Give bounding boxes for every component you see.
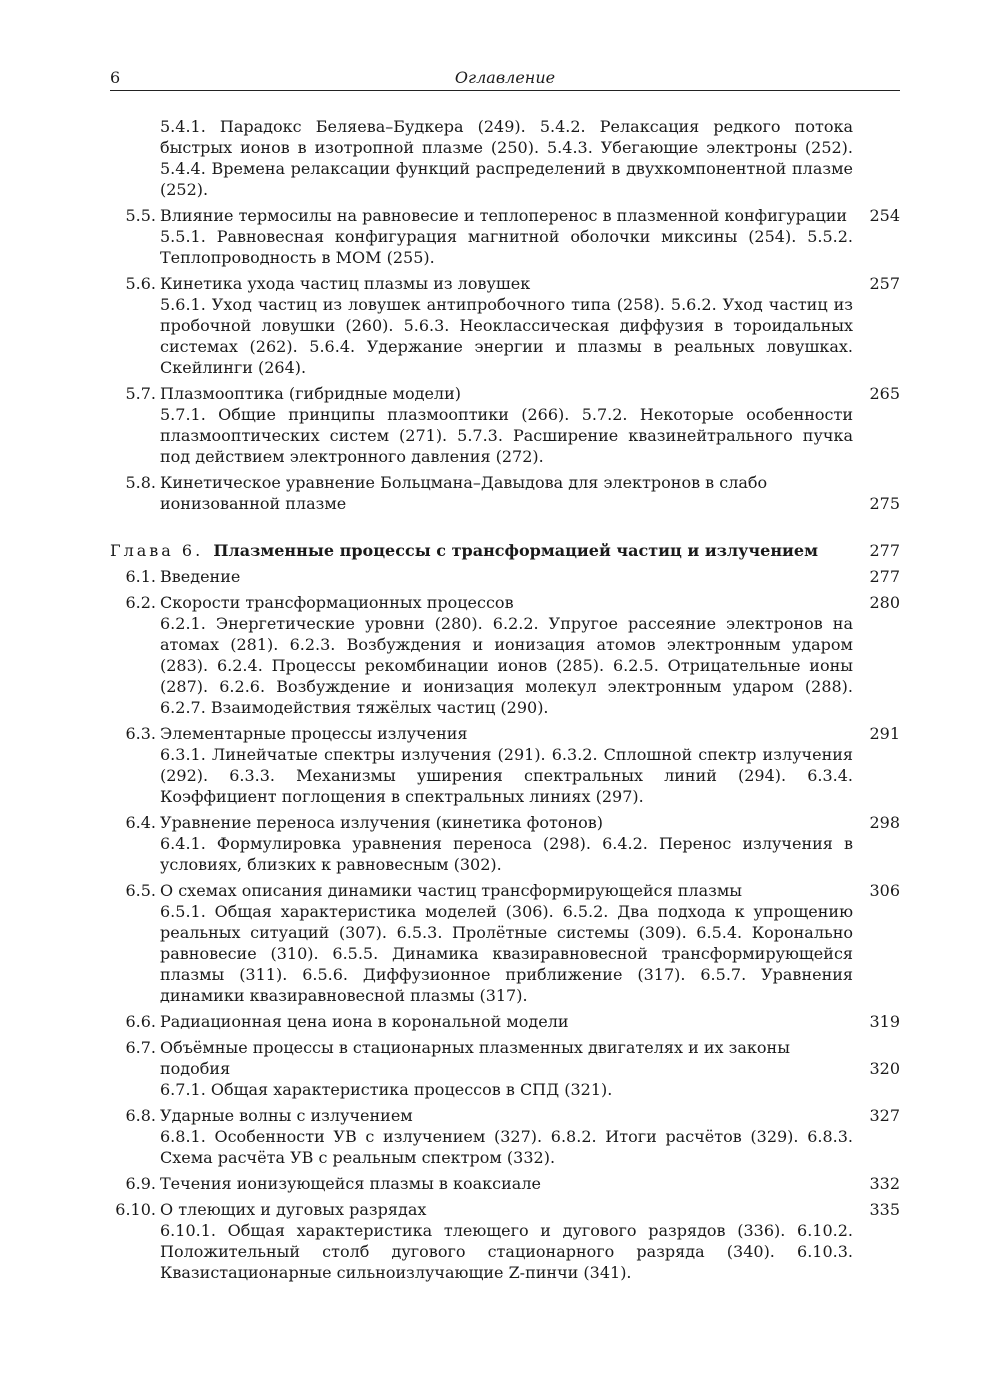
toc-entry[interactable] <box>110 1011 900 1032</box>
section-title: Кинетика ухода частиц плазмы из ловушек <box>160 274 531 293</box>
chapter-6-sections <box>110 566 900 1283</box>
section-title: Введение <box>160 567 241 586</box>
section-number: 5.5. <box>125 206 156 225</box>
section-page: 275 <box>869 494 900 513</box>
toc-entry[interactable] <box>110 723 900 807</box>
chapter-title: Плазменные процессы с трансформацией частиц и излучением <box>213 541 818 560</box>
section-title: Элементарные процессы излучения <box>160 724 468 743</box>
continuation-subsections: 5.4.1. Парадокс Беляева–Будкера (249). 5.4.2. Релаксация редкого потока быстрых ионов в изотропной плазме (250). 5.4.3. Убегающие электроны (252). 5.4.4. Времена релаксации функций распределений в двухкомпонентной плазме (252). <box>160 117 853 199</box>
page-number: 6 <box>110 68 121 87</box>
subsection-list: 5.5.1. Равновесная конфигурация магнитной оболочки миксины (254). 5.5.2. Теплопроводность в МОМ (255). <box>160 227 853 267</box>
section-title: Радиационная цена иона в корональной модели <box>160 1012 569 1031</box>
toc-entry[interactable] <box>110 1037 900 1100</box>
toc-entry[interactable] <box>110 592 900 718</box>
subsection-list: 6.4.1. Формулировка уравнения переноса (298). 6.4.2. Перенос излучения в условиях, близких к равновесным (302). <box>160 834 853 874</box>
section-page: 277 <box>869 567 900 586</box>
subsection-list: 6.7.1. Общая характеристика процессов в СПД (321). <box>160 1080 613 1099</box>
section-title: Уравнение переноса излучения (кинетика фотонов) <box>160 813 603 832</box>
section-line <box>110 880 900 901</box>
toc-entry[interactable] <box>110 205 900 268</box>
section-page: 254 <box>869 206 900 225</box>
section-line <box>110 273 900 294</box>
section-title: Ударные волны с излучением <box>160 1106 413 1125</box>
section-title: Скорости трансформационных процессов <box>160 593 514 612</box>
subsection-list: 6.8.1. Особенности УВ с излучением (327). 6.8.2. Итоги расчётов (329). 6.8.3. Схема расчёта УВ с реальным спектром (332). <box>160 1127 853 1167</box>
section-number: 6.9. <box>125 1174 156 1193</box>
chapter-label: Глава 6. <box>110 541 204 560</box>
section-page: 335 <box>869 1200 900 1219</box>
section-page: 280 <box>869 593 900 612</box>
section-line <box>110 205 900 226</box>
section-number: 6.8. <box>125 1106 156 1125</box>
section-page: 265 <box>869 384 900 403</box>
section-number: 6.10. <box>115 1200 156 1219</box>
section-title: О тлеющих и дуговых разрядах <box>160 1200 427 1219</box>
section-title: Кинетическое уравнение Больцмана–Давыдова для электронов в слабо ионизованной плазме <box>160 473 768 513</box>
section-line <box>110 1037 900 1079</box>
section-title: Влияние термосилы на равновесие и теплоперенос в плазменной конфигурации <box>160 206 848 225</box>
section-line <box>110 723 900 744</box>
chapter-5-sections <box>110 205 900 514</box>
running-header <box>110 68 900 91</box>
toc-entry[interactable] <box>110 1173 900 1194</box>
section-title: Объёмные процессы в стационарных плазменных двигателях и их законы подобия <box>160 1038 790 1078</box>
section-title: Плазмооптика (гибридные модели) <box>160 384 461 403</box>
chapter-page: 277 <box>869 541 900 560</box>
toc-entry[interactable] <box>110 472 900 514</box>
section-line <box>110 383 900 404</box>
section-line <box>110 1199 900 1220</box>
subsection-list: 6.3.1. Линейчатые спектры излучения (291). 6.3.2. Сплошной спектр излучения (292). 6.3.3. Механизмы уширения спектральных линий (294). 6.3.4. Коэффициент поглощения в спектральных линиях (297). <box>160 745 853 806</box>
section-number: 6.1. <box>125 567 156 586</box>
subsection-list: 6.10.1. Общая характеристика тлеющего и дугового разрядов (336). 6.10.2. Положительный столб дугового стационарного разряда (340). 6.10.3. Квазистационарные сильноизлучающие Z-пинчи (341). <box>160 1221 853 1282</box>
section-page: 319 <box>869 1012 900 1031</box>
section-number: 5.8. <box>125 473 156 492</box>
section-line <box>110 472 900 514</box>
subsection-list: 6.5.1. Общая характеристика моделей (306). 6.5.2. Два подхода к упрощению реальных ситуаций (307). 6.5.3. Пролётные системы (309). 6.5.4. Коронально равновесие (310). 6.5.5. Динамика квазиравновесной трансформирующейся плазмы (311). 6.5.6. Диффузионное приближение (317). 6.5.7. Уравнения динамики квазиравновесной плазмы (317). <box>160 902 853 1005</box>
toc-entry[interactable] <box>110 1199 900 1283</box>
section-page: 320 <box>869 1059 900 1078</box>
section-page: 306 <box>869 881 900 900</box>
section-number: 6.7. <box>125 1038 156 1057</box>
toc-entry[interactable] <box>110 1105 900 1168</box>
section-title: Течения ионизующейся плазмы в коаксиале <box>160 1174 541 1193</box>
subsection-list: 5.6.1. Уход частиц из ловушек антипробочного типа (258). 5.6.2. Уход частиц из пробочной ловушки (260). 5.6.3. Неоклассическая диффузия в тороидальных системах (262). 5.6.4. Удержание энергии и плазмы в реальных ловушках. Скейлинги (264). <box>160 295 853 377</box>
section-page: 332 <box>869 1174 900 1193</box>
section-number: 5.7. <box>125 384 156 403</box>
section-line <box>110 1173 900 1194</box>
section-number: 6.3. <box>125 724 156 743</box>
section-line <box>110 566 900 587</box>
section-number: 6.5. <box>125 881 156 900</box>
subsection-list: 5.7.1. Общие принципы плазмооптики (266). 5.7.2. Некоторые особенности плазмооптических систем (271). 5.7.3. Расширение квазинейтрального пучка под действием электронного давления (272). <box>160 405 853 466</box>
toc-entry[interactable] <box>110 880 900 1006</box>
subsection-list: 6.2.1. Энергетические уровни (280). 6.2.2. Упругое рассеяние электронов на атомах (281). 6.2.3. Возбуждения и ионизация атомов электронным ударом (283). 6.2.4. Процессы рекомбинации ионов (285). 6.2.5. Отрицательные ионы (287). 6.2.6. Возбуждение и ионизация молекул электронным ударом (288). 6.2.7. Взаимодействия тяжёлых частиц (290). <box>160 614 853 717</box>
toc-entry[interactable] <box>110 273 900 378</box>
section-page: 298 <box>869 813 900 832</box>
section-number: 6.4. <box>125 813 156 832</box>
section-number: 6.2. <box>125 593 156 612</box>
section-line <box>110 1105 900 1126</box>
section-number: 5.6. <box>125 274 156 293</box>
section-number: 6.6. <box>125 1012 156 1031</box>
section-line <box>110 812 900 833</box>
toc-entry[interactable] <box>110 383 900 467</box>
section-page: 257 <box>869 274 900 293</box>
section-page: 291 <box>869 724 900 743</box>
chapter-6-heading[interactable] <box>110 540 900 561</box>
toc-entry[interactable] <box>110 566 900 587</box>
toc-entry[interactable] <box>110 812 900 875</box>
running-title: Оглавление <box>454 68 556 87</box>
section-page: 327 <box>869 1106 900 1125</box>
section-title: О схемах описания динамики частиц трансформирующейся плазмы <box>160 881 743 900</box>
section-line <box>110 1011 900 1032</box>
toc-body <box>110 116 900 1288</box>
section-line <box>110 592 900 613</box>
